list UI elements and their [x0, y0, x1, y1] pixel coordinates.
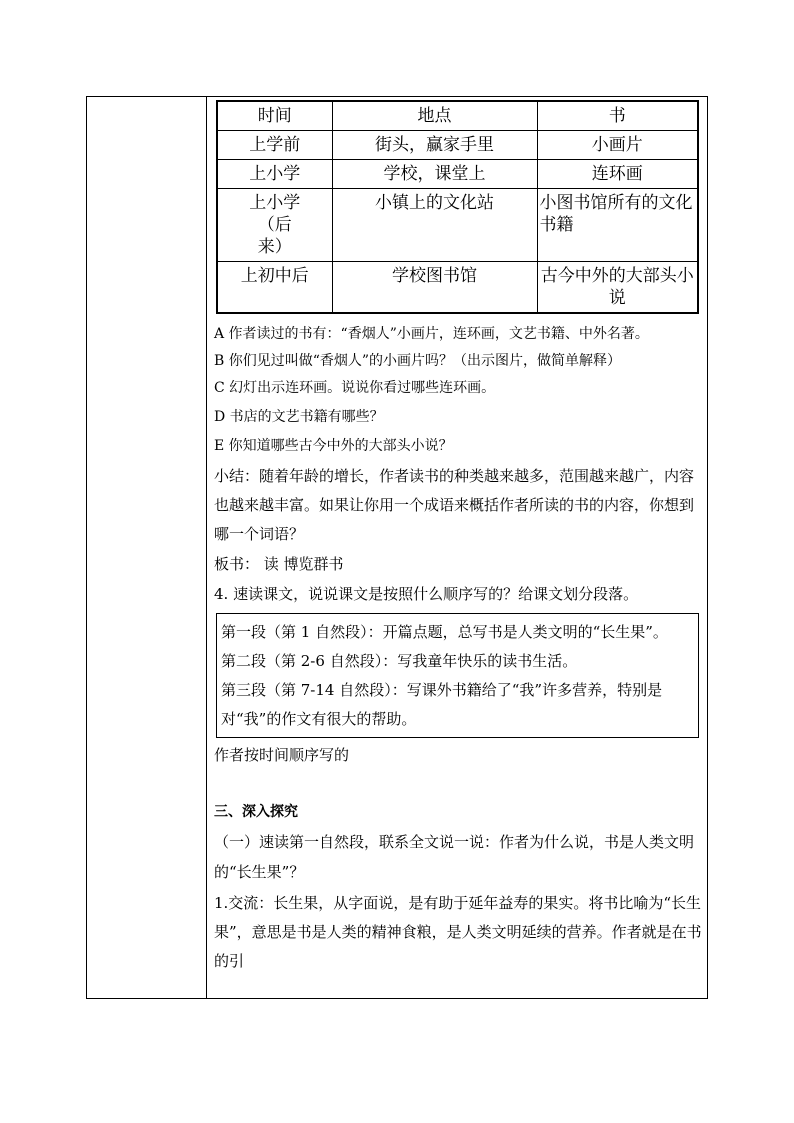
section-3: 第三段（第 7-14 自然段）：写课外书籍给了“我”许多营养，特别是对“我”的作文有很大的帮助。: [221, 681, 663, 728]
question-4: 4. 速读课文，说说课文是按照什么顺序写的？给课文划分段落。: [214, 585, 639, 603]
content-cell: [214, 100, 704, 976]
line-c: C 幻灯出示连环画。说说你看过哪些连环画。: [214, 380, 496, 396]
header-place: 地点: [332, 101, 537, 131]
table-row: [217, 262, 698, 314]
column-divider: [206, 96, 207, 999]
cell-book: 古今中外的大部头小说: [537, 262, 698, 314]
board-writing: 板书： 读 博览群书: [214, 555, 344, 573]
cell-time: 上小学（后来）: [217, 189, 332, 262]
header-time: 时间: [217, 101, 332, 131]
cell-time: 上小学: [217, 160, 332, 189]
cell-place: 学校，课堂上: [332, 160, 537, 189]
cell-time: 上学前: [217, 131, 332, 160]
line-a: A 作者读过的书有：“香烟人”小画片，连环画，文艺书籍、中外名著。: [214, 326, 649, 342]
table-row: [217, 160, 698, 189]
line-e: E 你知道哪些古今中外的大部头小说？: [214, 438, 453, 454]
header-book: 书: [537, 101, 698, 131]
section-heading-3: 三、深入探究: [214, 804, 298, 820]
cell-book: 小图书馆所有的文化书籍: [537, 189, 698, 262]
cell-place: 学校图书馆: [332, 262, 537, 314]
cell-time: 上初中后: [217, 262, 332, 314]
cell-place: 街头，赢家手里: [332, 131, 537, 160]
table-header-row: [217, 101, 698, 131]
line-d: D 书店的文艺书籍有哪些？: [214, 409, 384, 425]
sections-box: [216, 613, 699, 738]
reading-timeline-table: [216, 100, 699, 314]
table-row: [217, 189, 698, 262]
section-2: 第二段（第 2-6 自然段）：写我童年快乐的读书生活。: [221, 652, 578, 670]
section-1: 第一段（第 1 自然段）：开篇点题，总写书是人类文明的“长生果”。: [221, 623, 668, 641]
part-1-question: （一）速读第一自然段，联系全文说一说：作者为什么说，书是人类文明的“长生果”？: [214, 833, 695, 881]
cell-book: 小画片: [537, 131, 698, 160]
order-note: 作者按时间顺序写的: [214, 746, 350, 764]
exchange-paragraph: 1.交流：长生果，从字面说，是有助于延年益寿的果实。将书比喻为“长生果”，意思是书是人类的精神食粮，是人类文明延续的营养。作者就是在书的引: [214, 894, 702, 970]
summary-paragraph: 小结：随着年龄的增长，作者读书的种类越来越多，范围越来越广，内容也越来越丰富。如果让你用一个成语来概括作者所读的书的内容，你想到哪一个词语？: [214, 467, 695, 543]
cell-place: 小镇上的文化站: [332, 189, 537, 262]
cell-book: 连环画: [537, 160, 698, 189]
line-b: B 你们见过叫做“香烟人”的小画片吗？（出示图片，做简单解释）: [214, 353, 622, 369]
table-row: [217, 131, 698, 160]
